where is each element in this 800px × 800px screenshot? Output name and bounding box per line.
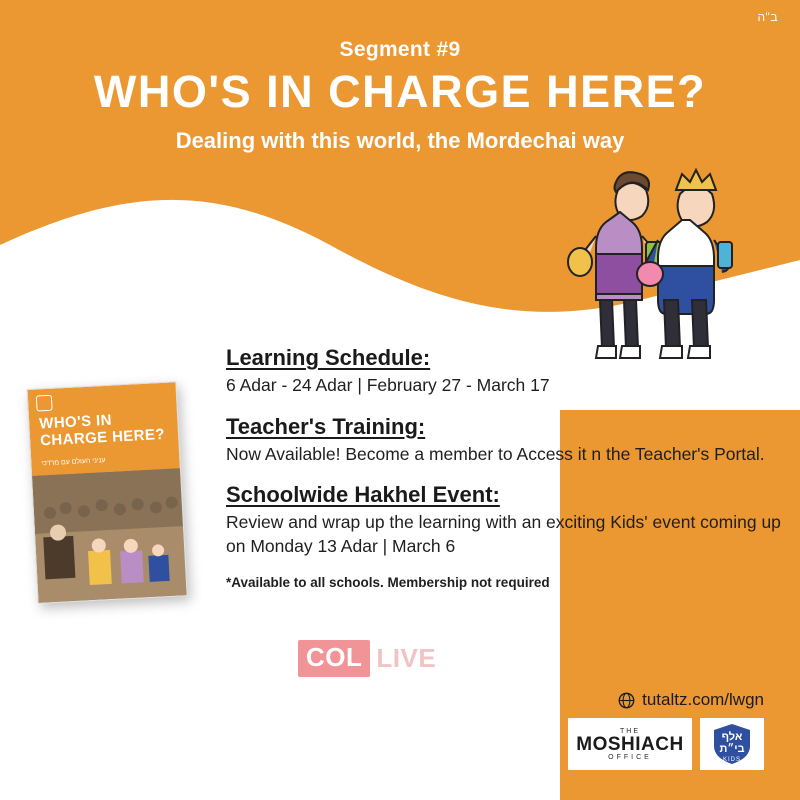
section-text: 6 Adar - 24 Adar | February 27 - March 17 (226, 375, 550, 395)
booklet-logo-icon (36, 395, 53, 412)
section-learning-schedule (226, 345, 786, 398)
content-body (226, 345, 786, 590)
section-heading: Teacher's Training: (226, 413, 426, 439)
alef-beis-kids-logo (700, 718, 764, 770)
booklet-hebrew-subtitle: עניני העולם עם מרדכי (41, 457, 106, 468)
booklet-title: WHO'S IN CHARGE HERE? (38, 411, 166, 450)
moshiach-logo-name: MOSHIACH (576, 733, 684, 755)
shield-line-1: אלף (721, 731, 743, 744)
section-heading: Learning Schedule: (226, 345, 431, 370)
page-subtitle: Dealing with this world, the Mordechai way (175, 128, 625, 153)
section-text: Now Available! Become a member to Access it n the Teacher's Portal. (226, 443, 765, 464)
footer-logos (568, 718, 764, 770)
website-url-text: tutaltz.com/lwgn (642, 690, 764, 709)
section-text: Review and wrap up the learning with an exciting Kids' event coming up on Monday 13 Adar | March 6 (226, 512, 781, 556)
watermark-live: LIVE (376, 643, 437, 673)
segment-label: Segment #9 (339, 38, 461, 61)
booklet-photo (32, 468, 187, 604)
moshiach-office-logo (568, 718, 692, 770)
page-title: WHO'S IN CHARGE HERE? (93, 66, 707, 117)
shield-icon (710, 722, 754, 766)
website-url-row[interactable] (618, 690, 764, 710)
section-schoolwide-hakhel-event (226, 482, 786, 558)
booklet-scene-illustration (32, 468, 187, 604)
globe-icon (618, 692, 635, 709)
moshiach-logo-office: OFFICE (608, 753, 652, 761)
shield-line-2: בי״ת (719, 743, 745, 755)
watermark-col: COL (298, 640, 370, 677)
section-heading: Schoolwide Hakhel Event: (226, 482, 500, 508)
booklet-cover-image (26, 381, 187, 604)
shield-kids-label: KIDS (722, 757, 741, 763)
bsd-mark: ב"ה (757, 10, 778, 24)
collive-watermark (298, 640, 436, 677)
section-teachers-training (226, 414, 786, 467)
moshiach-logo-the: THE (620, 727, 640, 735)
footnote-text: *Available to all schools. Membership not required (226, 574, 550, 590)
